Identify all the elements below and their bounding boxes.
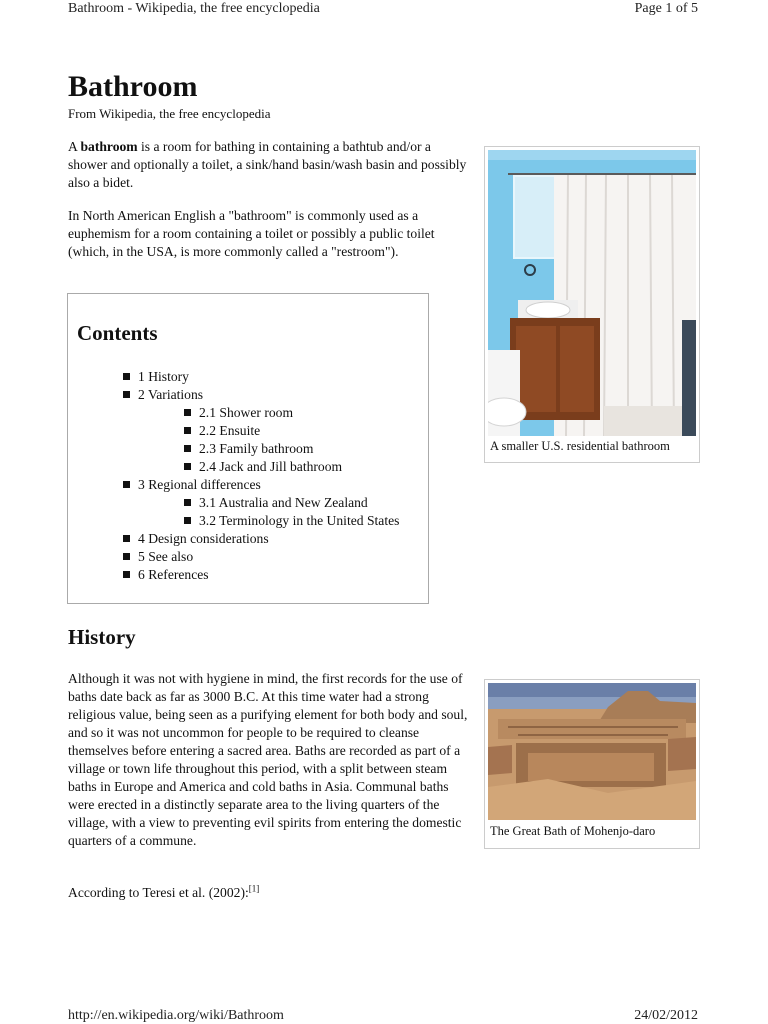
toc-link[interactable]: 4 Design considerations xyxy=(138,531,269,546)
toc-link[interactable]: 2 Variations xyxy=(138,387,204,402)
toc-link[interactable]: 2.1 Shower room xyxy=(199,405,294,420)
bathroom-image-thumbnail[interactable] xyxy=(484,146,700,463)
great-bath-image-thumbnail[interactable] xyxy=(484,679,700,849)
bullet-square-icon xyxy=(184,409,191,416)
print-header-title: Bathroom - Wikipedia, the free encyclopedia xyxy=(68,1,320,16)
bullet-square-icon xyxy=(123,553,130,560)
toc-item-see-also[interactable] xyxy=(123,548,193,566)
toc-link[interactable]: 6 References xyxy=(138,567,209,582)
toc-link[interactable]: 2.3 Family bathroom xyxy=(199,441,314,456)
euphemism-paragraph: In North American English a "bathroom" is commonly used as a euphemism for a room containing a toilet or possibly a public toilet (which, in the USA, is more commonly called a "restroom"). xyxy=(68,208,435,259)
bullet-square-icon xyxy=(184,517,191,524)
table-of-contents xyxy=(67,293,429,604)
page-title: Bathroom xyxy=(68,70,198,103)
toc-item-design-considerations[interactable] xyxy=(123,530,269,548)
bullet-square-icon xyxy=(184,427,191,434)
bullet-square-icon xyxy=(123,481,130,488)
page-subtitle: From Wikipedia, the free encyclopedia xyxy=(68,106,271,121)
toc-link[interactable]: 2.4 Jack and Jill bathroom xyxy=(199,459,343,474)
bullet-square-icon xyxy=(123,391,130,398)
bullet-square-icon xyxy=(184,463,191,470)
toc-link[interactable]: 3 Regional differences xyxy=(138,477,261,492)
intro-bold-term: bathroom xyxy=(80,139,138,154)
toc-link[interactable]: 5 See also xyxy=(138,549,194,564)
print-footer-date: 24/02/2012 xyxy=(634,1008,698,1023)
print-page-number: Page 1 of 5 xyxy=(634,1,698,16)
toc-item-shower-room[interactable] xyxy=(184,404,293,422)
toc-item-family-bathroom[interactable] xyxy=(184,440,313,458)
bullet-square-icon xyxy=(123,571,130,578)
toc-item-variations[interactable] xyxy=(123,386,203,404)
bathroom-photo[interactable] xyxy=(488,150,696,436)
toc-item-terminology-us[interactable] xyxy=(184,512,399,530)
bathroom-image-caption: A smaller U.S. residential bathroom xyxy=(490,439,670,453)
print-footer-url: http://en.wikipedia.org/wiki/Bathroom xyxy=(68,1008,284,1023)
bullet-square-icon xyxy=(184,499,191,506)
toc-item-references[interactable] xyxy=(123,566,209,584)
toc-item-australia-nz[interactable] xyxy=(184,494,368,512)
according-paragraph xyxy=(68,884,468,902)
toc-link[interactable]: 1 History xyxy=(138,369,189,384)
toc-item-regional-differences[interactable] xyxy=(123,476,261,494)
toc-link[interactable]: 3.1 Australia and New Zealand xyxy=(199,495,368,510)
history-paragraph: Although it was not with hygiene in mind, the first records for the use of baths date back as far as 3000 B.C. At this time water had a strong religious value, being seen as a purifying element for both body and soul, and so it was not uncommon for people to be required to cleanse themselves before entering a sacred area. Baths are recorded as part of a village or town life throughout this period, with a split between steam baths in Europe and America and cold baths in Asia. Communal baths were erected in a distinctly separate area to the living quarters of the village, with a view to preventing evil spirits from entering the domestic quarters of a commune. xyxy=(68,671,468,848)
reference-link[interactable]: [1] xyxy=(248,883,260,894)
intro-prefix: A xyxy=(68,139,81,154)
bullet-square-icon xyxy=(123,535,130,542)
toc-link[interactable]: 3.2 Terminology in the United States xyxy=(199,513,400,528)
toc-item-jack-and-jill[interactable] xyxy=(184,458,342,476)
toc-item-ensuite[interactable] xyxy=(184,422,260,440)
intro-paragraph xyxy=(68,138,468,192)
bullet-square-icon xyxy=(123,373,130,380)
history-heading: History xyxy=(68,625,136,649)
bullet-square-icon xyxy=(184,445,191,452)
great-bath-image-caption: The Great Bath of Mohenjo-daro xyxy=(490,824,656,838)
toc-title: Contents xyxy=(77,321,158,345)
intro-rest: is a room for bathing in containing a bathtub and/or a shower and optionally a toilet, a sink/hand basin/wash basin and possibly also a bidet. xyxy=(68,139,467,190)
great-bath-photo[interactable] xyxy=(488,683,696,820)
toc-item-history[interactable] xyxy=(123,368,189,386)
according-text: According to Teresi et al. (2002): xyxy=(68,885,249,900)
toc-link[interactable]: 2.2 Ensuite xyxy=(199,423,261,438)
